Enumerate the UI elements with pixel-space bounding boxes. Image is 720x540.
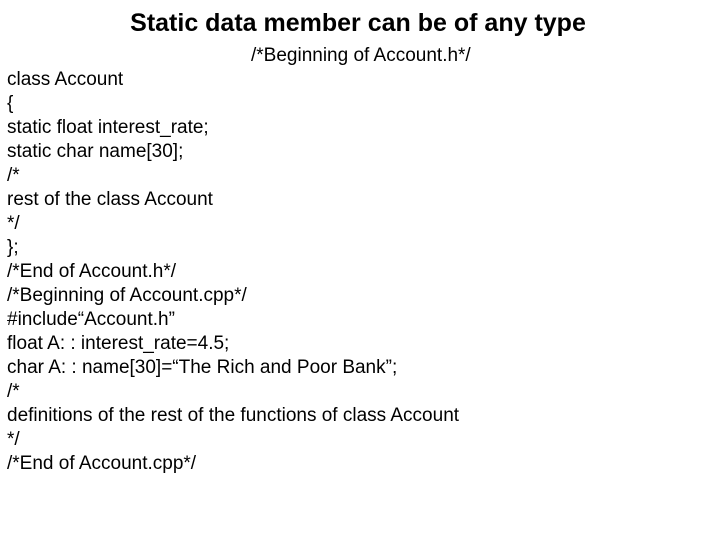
code-line: definitions of the rest of the functions of class Account — [7, 405, 460, 426]
file-begin-comment: /*Beginning of Account.h*/ — [251, 45, 471, 66]
code-line: rest of the class Account — [7, 189, 213, 210]
code-line: }; — [7, 237, 19, 258]
code-line: /* — [7, 381, 20, 402]
code-line: char A: : name[30]=“The Rich and Poor Bank”; — [7, 357, 398, 378]
code-line: static char name[30]; — [7, 141, 184, 162]
code-line: /*End of Account.h*/ — [7, 261, 177, 282]
code-line: */ — [7, 429, 20, 450]
slide-title: Static data member can be of any type — [130, 9, 586, 37]
code-line: */ — [7, 213, 20, 234]
code-block — [7, 68, 459, 476]
code-line: /*End of Account.cpp*/ — [7, 453, 197, 474]
code-line: #include“Account.h” — [7, 309, 175, 330]
code-line: /*Beginning of Account.cpp*/ — [7, 285, 247, 306]
code-line: /* — [7, 165, 20, 186]
code-line: static float interest_rate; — [7, 117, 209, 138]
code-line: { — [7, 93, 14, 114]
code-line: class Account — [7, 69, 124, 90]
code-line: float A: : interest_rate=4.5; — [7, 333, 230, 354]
